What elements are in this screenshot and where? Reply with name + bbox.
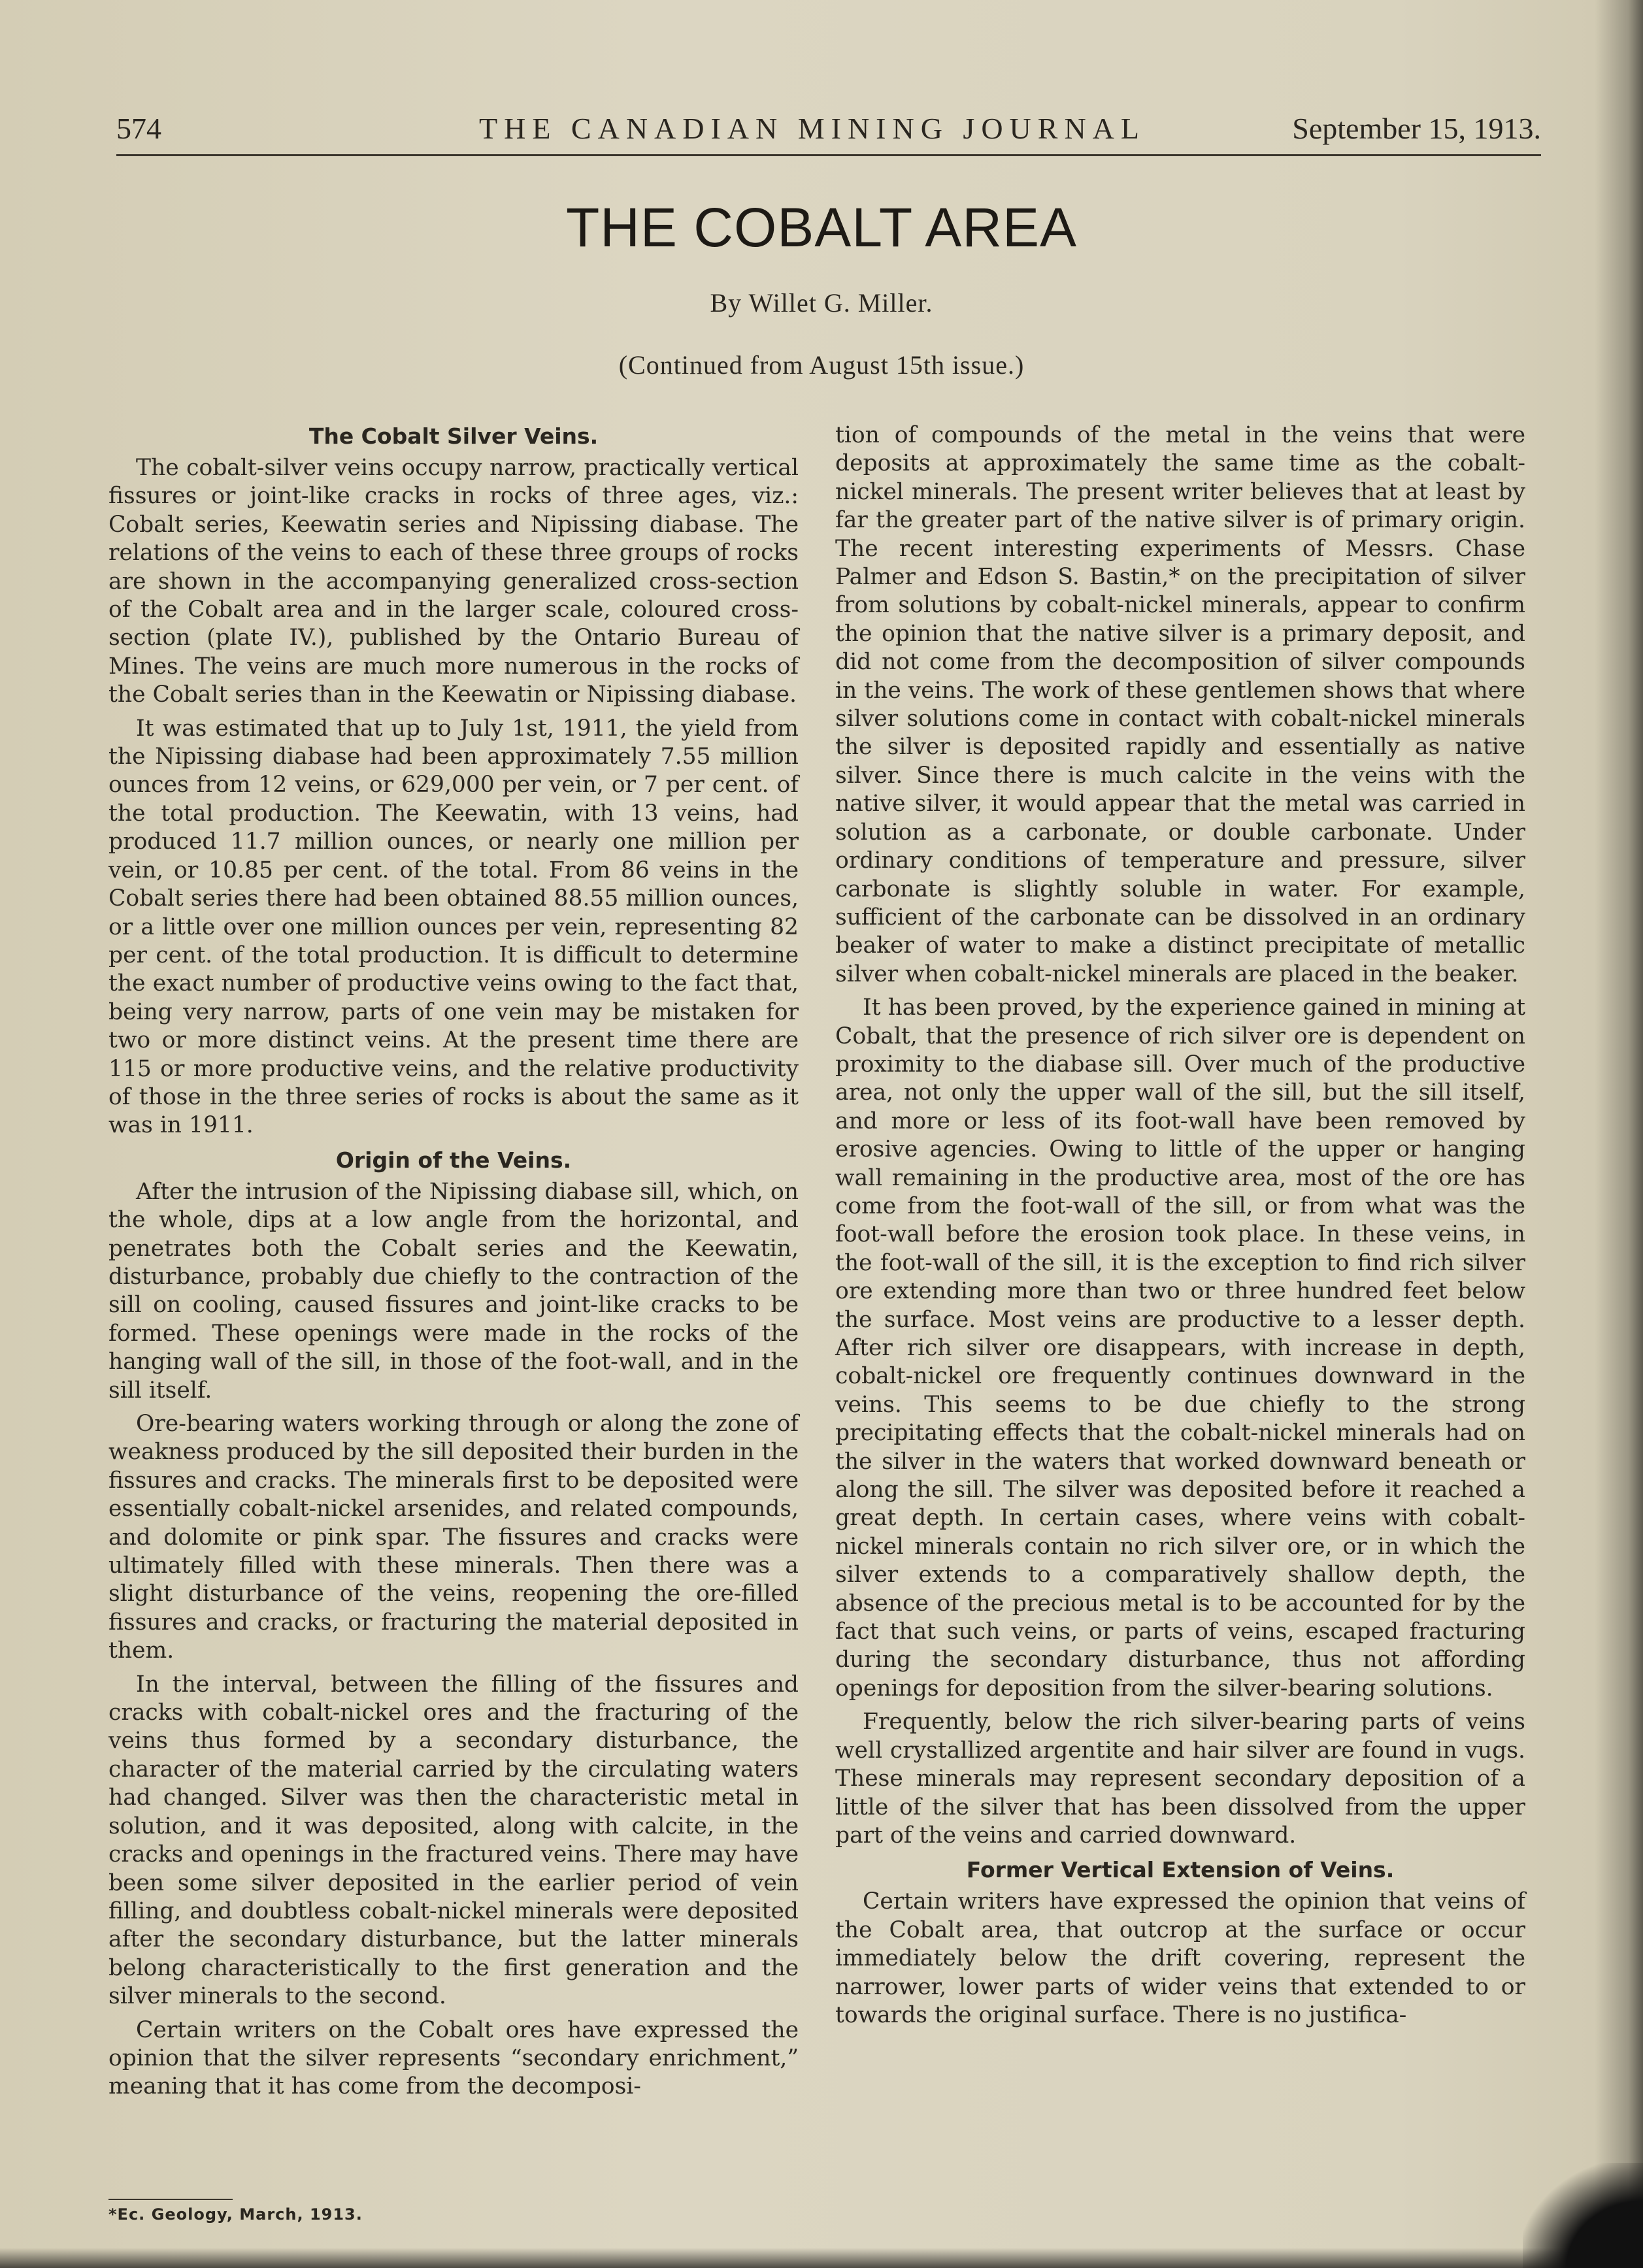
binding-shadow — [1595, 0, 1643, 2268]
continued-note: (Continued from August 15th issue.) — [618, 350, 1025, 380]
paragraph: tion of compounds of the metal in the veins that were deposits at approximately the same time as the cobalt-nickel minerals. The present writer believes that at least by far the greater part of the native silver is of primary origin. The recent interesting experiments of Messrs. Chase Palmer and Edson S. Bastin,* on the precipitation of silver from solutions by cobalt-nickel minerals, appear to confirm the opinion that the native silver is a primary deposit, and did not come from the decomposition of silver compounds in the veins. The work of these gentlemen shows that where silver solutions come in contact with cobalt-nickel minerals the silver is deposited rapidly and essentially as native silver. Since there is much calcite in the veins with the native silver, it would appear that the metal was carried in solution as a carbonate, or double carbonate. Under ordinary conditions of temperature and pressure, silver carbonate is slightly soluble in water. For example, sufficient of the carbonate can be dissolved in an ordinary beaker of water to make a distinct precipitate of metallic silver when cobalt-nickel minerals are placed in the beaker. — [835, 422, 1525, 987]
section-heading-silver-veins: The Cobalt Silver Veins. — [308, 423, 599, 449]
issue-date: September 15, 1913. — [1292, 112, 1541, 145]
footnote: *Ec. Geology, March, 1913. — [108, 2205, 363, 2224]
page-number: 574 — [116, 112, 161, 145]
paragraph: The cobalt-silver veins occupy narrow, practically vertical fissures or joint-like cracks in rocks of three ages, viz.: Cobalt series, Keewatin series and Nipissing diabase. The relations of the veins to each of these three groups of rocks are shown in the accompanying generalized cross-section of the Cobalt area and in the larger scale, coloured cross-section (plate IV.), published by the Ontario Bureau of Mines. The veins are much more numerous in the rocks of the Cobalt series than in the Keewatin or Nipissing diabase. — [108, 455, 799, 708]
paragraph: After the intrusion of the Nipissing diabase sill, which, on the whole, dips at a low angle from the horizontal, and penetrates both the Cobalt series and the Keewatin, disturbance, probably due chiefly to the contraction of the sill on cooling, caused fissures and joint-like cracks to be formed. These openings were made in the rocks of the hanging wall of the sill, in those of the foot-wall, and in the sill itself. — [108, 1178, 799, 1404]
section-heading-origin: Origin of the Veins. — [335, 1147, 572, 1173]
right-column — [835, 421, 1525, 2035]
article-title: THE COBALT AREA — [565, 197, 1078, 258]
header-rule — [116, 154, 1541, 156]
paragraph: It has been proved, by the experience gained in mining at Cobalt, that the presence of rich silver ore is dependent on proximity to the diabase sill. Over much of the productive area, not only the upper wall of the sill, but the sill itself, and more or less of its foot-wall have been removed by erosive agencies. Owing to little of the upper or hanging wall remaining in the productive area, most of the ore has come from the foot-wall of the sill, or from what was the foot-wall before the erosion took place. In these veins, in the foot-wall of the sill, it is the exception to find rich silver ore extending more than two or three hundred feet below the surface. Most veins are productive to a lesser depth. After rich silver ore disappears, with increase in depth, cobalt-nickel ore frequently continues downward in the veins. This seems to be due chiefly to the strong precipitating effects that the cobalt-nickel minerals had on the silver in the waters that worked downward beneath or along the sill. The silver was deposited before it reached a great depth. In certain cases, where veins with cobalt-nickel minerals contain no rich silver ore, or in which the silver extends to a comparatively shallow depth, the absence of the precious metal is to be accounted for by the fact that such veins, or parts of veins, escaped fracturing during the secondary disturbance, thus not affording openings for deposition from the silver-bearing solutions. — [835, 994, 1525, 1701]
paragraph: It was estimated that up to July 1st, 1911, the yield from the Nipissing diabase had been approximately 7.55 million ounces from 12 veins, or 629,000 per vein, or 7 per cent. of the total production. The Keewatin, with 13 veins, had produced 11.7 million ounces, or nearly one million per vein, or 10.85 per cent. of the total. From 86 veins in the Cobalt series there had been obtained 88.55 million ounces, or a little over one million ounces per vein, representing 82 per cent. of the total production. It is difficult to determine the exact number of productive veins owing to the fact that, being very narrow, parts of one vein may be mistaken for two or more distinct veins. At the present time there are 115 or more productive veins, and the relative productivity of those in the three series of rocks is about the same as it was in 1911. — [108, 715, 799, 1139]
left-column — [108, 421, 799, 2107]
bottom-shadow — [0, 2248, 1643, 2268]
paragraph: Frequently, below the rich silver-bearing parts of veins well crystallized argentite and hair silver are found in vugs. These minerals may represent secondary deposition of a little of the silver that has been dissolved from the upper part of the veins and carried downward. — [835, 1709, 1525, 1849]
corner-shadow — [1523, 2163, 1643, 2268]
byline: By Willet G. Miller. — [710, 288, 933, 318]
journal-name: THE CANADIAN MINING JOURNAL — [479, 112, 1146, 145]
running-header — [116, 111, 1541, 157]
section-heading-vertical-extension: Former Vertical Extension of Veins. — [966, 1857, 1395, 1883]
paragraph: Certain writers on the Cobalt ores have expressed the opinion that the silver represents “secondary enrichment,” meaning that it has come from the decomposi- — [108, 2016, 799, 2100]
paragraph: Ore-bearing waters working through or along the zone of weakness produced by the sill deposited their burden in the fissures and cracks. The minerals first to be deposited were essentially cobalt-nickel arsenides, and related compounds, and dolomite or pink spar. The fissures and cracks were ultimately filled with these minerals. Then there was a slight disturbance of the veins, reopening the ore-filled fissures and cracks, or fracturing the material deposited in them. — [108, 1411, 799, 1664]
footnote-rule — [108, 2199, 233, 2200]
paragraph: Certain writers have expressed the opinion that veins of the Cobalt area, that outcrop at the surface or occur immediately below the drift covering, represent the narrower, lower parts of wider veins that extended to or towards the original surface. There is no justifica- — [835, 1888, 1525, 2028]
paragraph: In the interval, between the filling of the fissures and cracks with cobalt-nickel ores and the fracturing of the veins thus formed by a secondary disturbance, the character of the material carried by the circulating waters had changed. Silver was then the characteristic metal in solution, and it was deposited, along with calcite, in the cracks and openings in the fractured veins. There may have been some silver deposited in the earlier period of vein filling, and doubtless cobalt-nickel minerals were deposited after the secondary disturbance, but the latter minerals belong characteristically to the first generation and the silver minerals to the second. — [108, 1671, 799, 2010]
